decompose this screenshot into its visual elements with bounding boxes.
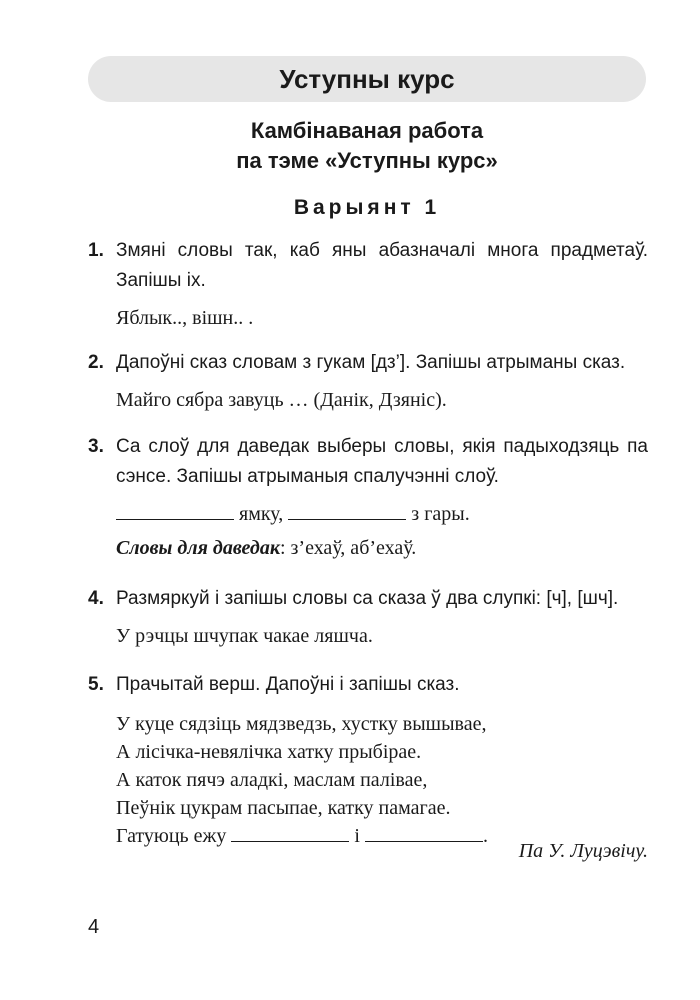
task-question: Змяні словы так, каб яны абазначалі многа прадметаў. Запішы іх. xyxy=(116,240,648,291)
hint-words: : з’ехаў, аб’ехаў. xyxy=(279,537,417,559)
task-question: Са слоў для даведак выберы словы, якія падыходзяць па сэнсе. Запішы атрыманыя спалучэнні слоў. xyxy=(116,436,648,487)
variant-heading: Варыянт 1 xyxy=(293,196,441,219)
poem-completion-line: Гатуюць ежу і . xyxy=(116,825,488,847)
task-3 xyxy=(88,432,648,562)
answer-blank[interactable] xyxy=(288,501,406,520)
poem-line: А каток пячэ аладкі, маслам палівае, xyxy=(116,769,428,791)
answer-blank[interactable] xyxy=(365,823,483,842)
poem-author: Па У. Луцэвічу. xyxy=(518,840,648,862)
section-title: Уступны курс xyxy=(279,63,455,94)
poem-line: А лісічка-невялічка хатку прыбірае. xyxy=(116,741,422,763)
task-number: 2. xyxy=(88,352,104,373)
task-number: 1. xyxy=(88,240,104,261)
work-title-line2: па тэме «Уступны курс» xyxy=(236,148,498,173)
task-number: 4. xyxy=(88,588,104,609)
task-example: Майго сябра завуць … (Данік, Дзяніс). xyxy=(116,389,447,411)
work-title-line1: Камбінаваная работа xyxy=(250,118,484,143)
section-banner xyxy=(88,56,646,102)
task-example: Яблык.., вішн.. . xyxy=(116,307,254,329)
task-question: Дапоўні сказ словам з гукам [дз’]. Запішы атрыманы сказ. xyxy=(116,352,626,373)
task-example: У рэчцы шчупак чакае ляшча. xyxy=(116,625,373,647)
hint-label: Словы для даведак xyxy=(116,537,280,559)
task-question: Прачытай верш. Дапоўні і запішы сказ. xyxy=(116,674,460,695)
task-phrase: ямку, з гары. xyxy=(116,500,648,528)
task-4 xyxy=(88,584,648,650)
task-5 xyxy=(88,670,648,850)
task-number: 5. xyxy=(88,674,104,695)
task-hint xyxy=(116,534,648,562)
poem-line: У куце сядзіць мядзведзь, хустку вышывае, xyxy=(116,713,487,735)
task-number: 3. xyxy=(88,436,104,457)
poem-line: Пеўнік цукрам пасыпае, катку памагае. xyxy=(116,797,451,819)
poem xyxy=(116,710,648,850)
task-question: Размяркуй і запішы словы са сказа ў два слупкі: [ч], [шч]. xyxy=(116,588,619,609)
task-2 xyxy=(88,348,648,414)
page-number: 4 xyxy=(88,916,100,938)
answer-blank[interactable] xyxy=(231,823,349,842)
task-1 xyxy=(88,236,648,332)
answer-blank[interactable] xyxy=(116,501,234,520)
